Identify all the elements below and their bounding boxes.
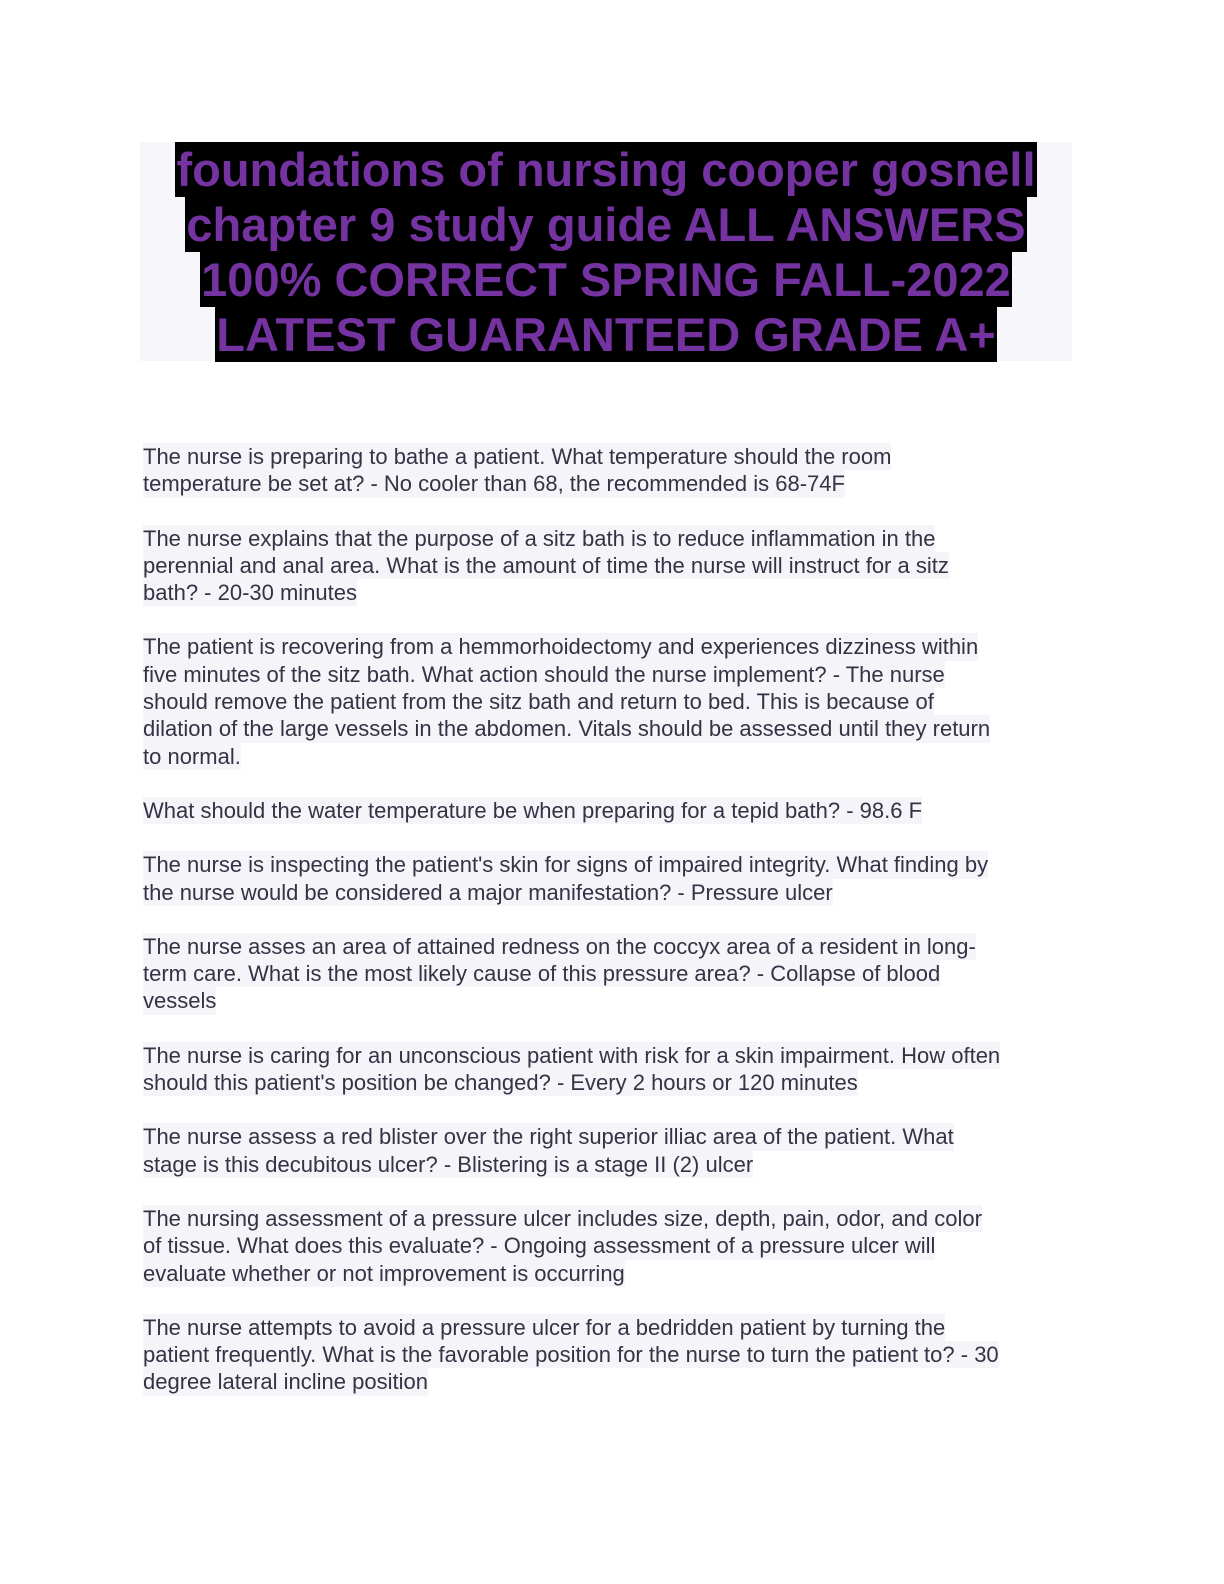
qa-line (143, 1069, 1078, 1096)
qa-line-text: The nurse is preparing to bathe a patient. What temperature should the room (143, 444, 892, 469)
document-title (140, 142, 1072, 361)
qa-line-text: The patient is recovering from a hemmorhoidectomy and experiences dizziness within (143, 634, 979, 660)
qa-line-text: the nurse would be considered a major manifestation? - Pressure ulcer (143, 879, 833, 905)
title-line (140, 252, 1072, 307)
qa-item (143, 1314, 1078, 1396)
qa-line (143, 688, 1078, 715)
qa-line (143, 1314, 1078, 1341)
qa-line-text: evaluate whether or not improvement is occurring (143, 1260, 625, 1286)
qa-line (143, 525, 1078, 552)
qa-line (143, 797, 1078, 824)
title-line-text: chapter 9 study guide ALL ANSWERS (186, 198, 1026, 251)
qa-item (143, 1205, 1078, 1287)
title-line (140, 142, 1072, 197)
qa-line-text: should this patient's position be changed? - Every 2 hours or 120 minutes (143, 1070, 858, 1096)
qa-line-text: The nurse is caring for an unconscious patient with risk for a skin impairment. How often (143, 1042, 1001, 1068)
qa-line (143, 1042, 1078, 1069)
qa-line-text: to normal. (143, 743, 241, 769)
qa-line (143, 743, 1078, 770)
qa-line-text: The nurse assess a red blister over the right superior illiac area of the patient. What (143, 1124, 954, 1150)
qa-line-text: degree lateral incline position (143, 1369, 428, 1395)
title-line-text: LATEST GUARANTEED GRADE A+ (216, 308, 996, 361)
qa-line (143, 933, 1078, 960)
qa-line (143, 851, 1078, 878)
qa-line-text: patient frequently. What is the favorable position for the nurse to turn the patient to? - 30 (143, 1342, 999, 1368)
qa-line-text: temperature be set at? - No cooler than 68, the recommended is 68-74F (143, 471, 845, 497)
qa-line (143, 715, 1078, 742)
qa-line (143, 879, 1078, 906)
question-answer-list (143, 443, 1078, 1423)
qa-line (143, 1260, 1078, 1287)
qa-line (143, 1151, 1078, 1178)
qa-line-text: of tissue. What does this evaluate? - Ongoing assessment of a pressure ulcer will (143, 1233, 936, 1259)
qa-line-text: stage is this decubitous ulcer? - Blistering is a stage II (2) ulcer (143, 1151, 754, 1177)
qa-item (143, 1123, 1078, 1178)
qa-line-text: The nurse attempts to avoid a pressure ulcer for a bedridden patient by turning the (143, 1314, 946, 1340)
qa-item (143, 443, 1078, 498)
qa-line-text: The nurse is inspecting the patient's skin for signs of impaired integrity. What finding by (143, 852, 989, 878)
qa-line (143, 443, 1078, 470)
qa-line-text: vessels (143, 988, 217, 1014)
qa-line (143, 633, 1078, 660)
title-line-text: foundations of nursing cooper gosnell (176, 143, 1036, 196)
qa-line (143, 470, 1078, 497)
qa-item (143, 797, 1078, 824)
title-line-text: 100% CORRECT SPRING FALL-2022 (201, 253, 1011, 306)
qa-line (143, 1341, 1078, 1368)
qa-line-text: perennial and anal area. What is the amount of time the nurse will instruct for a sitz (143, 552, 949, 578)
qa-line-text: dilation of the large vessels in the abdomen. Vitals should be assessed until they return (143, 716, 991, 742)
qa-line (143, 552, 1078, 579)
qa-line (143, 661, 1078, 688)
qa-line-text: bath? - 20-30 minutes (143, 580, 358, 606)
qa-item (143, 851, 1078, 906)
qa-line (143, 1232, 1078, 1259)
qa-item (143, 633, 1078, 769)
qa-line-text: The nurse asses an area of attained redness on the coccyx area of a resident in long- (143, 933, 976, 959)
qa-line (143, 1123, 1078, 1150)
qa-line (143, 1205, 1078, 1232)
qa-line-text: five minutes of the sitz bath. What action should the nurse implement? - The nurse (143, 661, 945, 687)
qa-line (143, 987, 1078, 1014)
qa-item (143, 1042, 1078, 1097)
qa-line (143, 579, 1078, 606)
qa-item (143, 933, 1078, 1015)
qa-line (143, 1368, 1078, 1395)
qa-line (143, 960, 1078, 987)
title-line (140, 197, 1072, 252)
qa-line-text: What should the water temperature be when preparing for a tepid bath? - 98.6 F (143, 797, 923, 823)
qa-line-text: The nurse explains that the purpose of a sitz bath is to reduce inflammation in the (143, 525, 936, 551)
qa-line-text: The nursing assessment of a pressure ulcer includes size, depth, pain, odor, and color (143, 1205, 982, 1231)
qa-line-text: term care. What is the most likely cause of this pressure area? - Collapse of blood (143, 961, 941, 987)
title-line (140, 307, 1072, 362)
qa-line-text: should remove the patient from the sitz bath and return to bed. This is because of (143, 689, 934, 715)
qa-item (143, 525, 1078, 607)
